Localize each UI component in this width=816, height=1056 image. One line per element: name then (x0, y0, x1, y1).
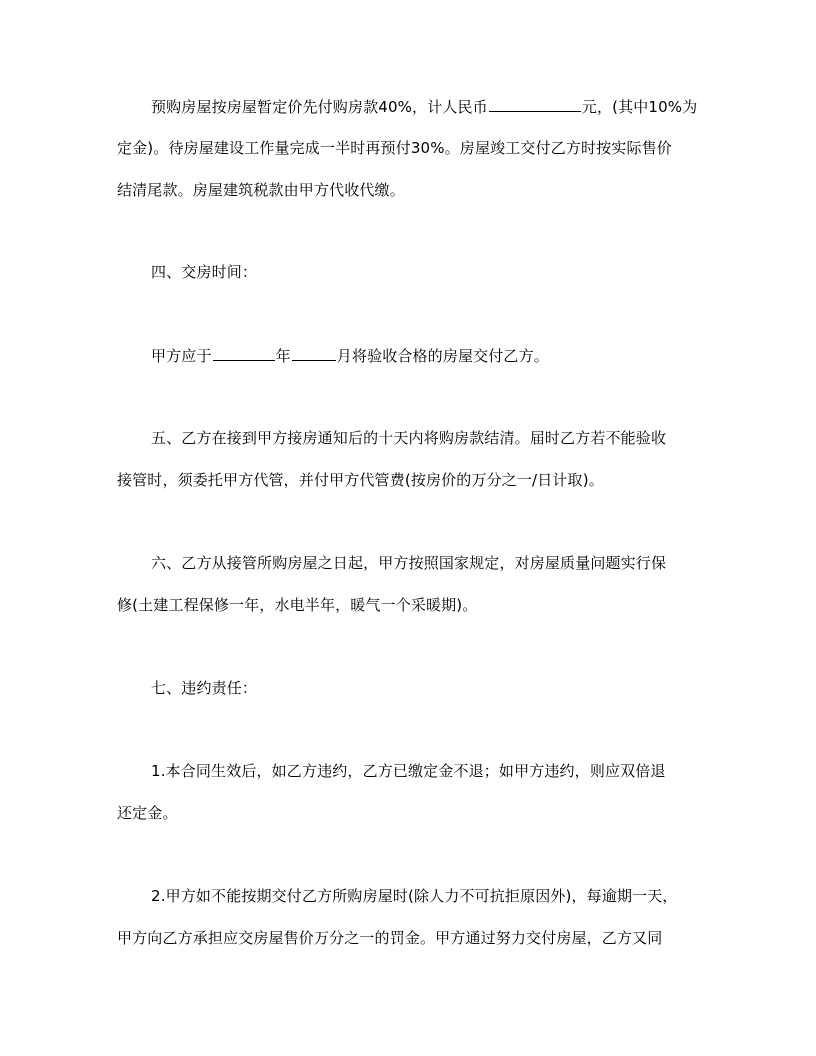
year-blank (213, 345, 275, 361)
paragraph-payment-line-2: 定金)。待房屋建设工作量完成一半时再预付30%。房屋竣工交付乙方时按实际售价 (117, 139, 672, 157)
section-6-line-2: 修(土建工程保修一年，水电半年，暖气一个采暖期)。 (117, 596, 478, 614)
paragraph-payment-line-1 (151, 96, 702, 117)
section-7-item-1-line-2: 还定金。 (117, 804, 178, 822)
payment-text-b: 元，(其中10%为 (581, 98, 698, 116)
delivery-text-b: 年 (275, 347, 291, 365)
section-5-line-1: 五、乙方在接到甲方接房通知后的十天内将购房款结清。届时乙方若不能验收 (151, 429, 667, 447)
section-7-heading: 七、违约责任： (151, 679, 258, 697)
section-7-item-2-line-1: 2.甲方如不能按期交付乙方所购房屋时(除人力不可抗拒原因外)，每逾期一天， (151, 887, 678, 905)
section-5-line-2: 接管时，须委托甲方代管，并付甲方代管费(按房价的万分之一/日计取)。 (117, 471, 604, 489)
section-6-line-1: 六、乙方从接管所购房屋之日起，甲方按照国家规定，对房屋质量问题实行保 (151, 554, 667, 572)
paragraph-payment-line-3: 结清尾款。房屋建筑税款由甲方代收代缴。 (117, 181, 405, 199)
delivery-time-line (151, 345, 702, 366)
month-blank (292, 345, 336, 361)
delivery-text-c: 月将验收合格的房屋交付乙方。 (336, 347, 549, 365)
delivery-text-a: 甲方应于 (151, 347, 212, 365)
section-4-heading: 四、交房时间： (151, 263, 258, 281)
payment-text-a: 预购房屋按房屋暂定价先付购房款40%，计人民币 (151, 98, 488, 116)
section-7-item-1-line-1: 1.本合同生效后，如乙方违约，乙方已缴定金不退；如甲方违约，则应双倍退 (151, 762, 666, 780)
section-7-item-2-line-2: 甲方向乙方承担应交房屋售价万分之一的罚金。甲方通过努力交付房屋，乙方又同 (117, 929, 663, 947)
amount-blank (489, 96, 581, 112)
